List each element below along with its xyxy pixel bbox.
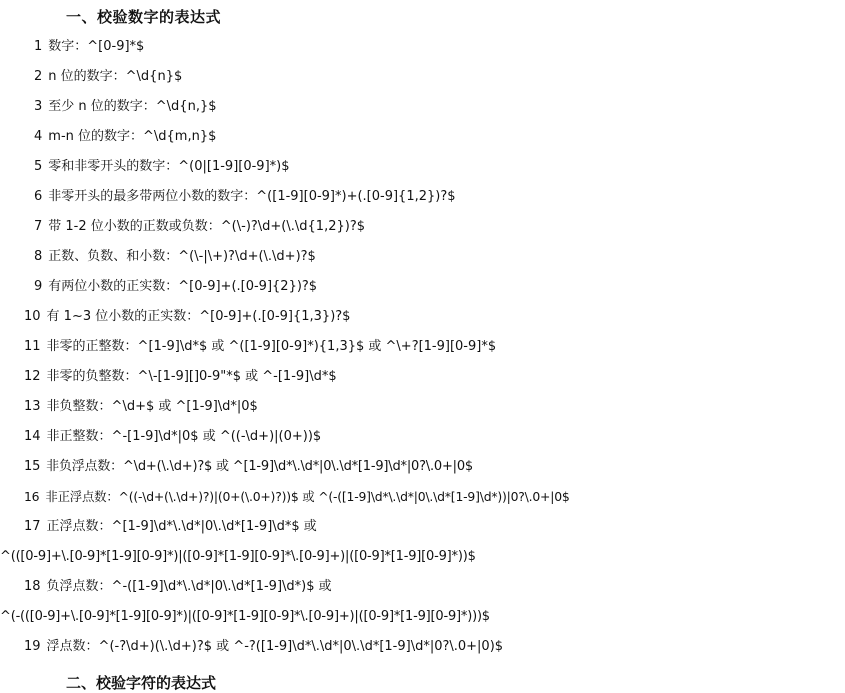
next-section-heading: 二、校验字符的表达式 <box>66 674 217 692</box>
list-item <box>34 278 317 296</box>
item-text: n 位的数字：^\d{n}$ <box>48 69 183 84</box>
item-text: ^(([0-9]+\.[0-9]*[1-9][0-9]*)|([0-9]*[1-9][0-9]*\.[0-9]+)|([0-9]*[1-9][0-9]*))$ <box>0 549 476 564</box>
item-text: 非负浮点数：^\d+(\.\d+)?$ 或 ^[1-9]\d*\.\d*|0\.\d*[1-9]\d*|0?\.0+|0$ <box>46 459 473 474</box>
list-item <box>24 518 317 536</box>
item-number: 16 <box>24 489 40 504</box>
list-item-continuation <box>0 608 490 626</box>
item-text: 非零的正整数：^[1-9]\d*$ 或 ^([1-9][0-9]*){1,3}$ 或 ^\+?[1-9][0-9]*$ <box>46 339 497 354</box>
item-number: 5 <box>34 159 43 174</box>
item-number: 19 <box>24 639 41 654</box>
item-text: 非负整数：^\d+$ 或 ^[1-9]\d*|0$ <box>46 399 258 414</box>
item-number: 6 <box>34 189 43 204</box>
item-text: 非正整数：^-[1-9]\d*|0$ 或 ^((-\d+)|(0+))$ <box>46 429 322 444</box>
list-item <box>24 308 350 326</box>
list-item <box>34 218 365 236</box>
item-number: 8 <box>34 249 43 264</box>
list-item <box>34 158 290 176</box>
item-text: 非零的负整数：^\-[1-9][]0-9"*$ 或 ^-[1-9]\d*$ <box>46 369 337 384</box>
list-item <box>24 428 321 446</box>
item-text: 非正浮点数：^((-\d+(\.\d+)?)|(0+(\.0+)?))$ 或 ^(-([1-9]\d*\.\d*|0\.\d*[1-9]\d*))|0?\.0+|0$ <box>45 489 570 504</box>
item-number: 13 <box>24 399 41 414</box>
list-item <box>24 458 473 476</box>
item-text: 正浮点数：^[1-9]\d*\.\d*|0\.\d*[1-9]\d*$ 或 <box>46 519 317 534</box>
item-number: 7 <box>34 219 43 234</box>
item-number: 10 <box>24 309 41 324</box>
list-item <box>24 398 258 416</box>
item-text: m-n 位的数字：^\d{m,n}$ <box>48 129 217 144</box>
item-number: 4 <box>34 129 43 144</box>
list-item <box>24 638 503 656</box>
item-text: 有 1~3 位小数的正实数：^[0-9]+(.[0-9]{1,3})?$ <box>46 309 351 324</box>
item-text: 正数、负数、和小数：^(\-|\+)?\d+(\.\d+)?$ <box>48 249 316 264</box>
item-number: 12 <box>24 369 41 384</box>
item-text: 零和非零开头的数字：^(0|[1-9][0-9]*)$ <box>48 159 290 174</box>
item-number: 1 <box>34 39 43 54</box>
item-number: 17 <box>24 519 41 534</box>
item-text: 非零开头的最多带两位小数的数字：^([1-9][0-9]*)+(.[0-9]{1,2})?$ <box>48 189 456 204</box>
list-item <box>24 338 496 356</box>
list-item <box>34 68 182 86</box>
item-number: 18 <box>24 579 41 594</box>
section-heading: 一、校验数字的表达式 <box>66 8 222 26</box>
item-text: ^(-(([0-9]+\.[0-9]*[1-9][0-9]*)|([0-9]*[1-9][0-9]*\.[0-9]+)|([0-9]*[1-9][0-9]*)))$ <box>0 609 490 624</box>
list-item <box>34 38 144 56</box>
item-text: 负浮点数：^-([1-9]\d*\.\d*|0\.\d*[1-9]\d*)$ 或 <box>46 579 332 594</box>
item-text: 浮点数：^(-?\d+)(\.\d+)?$ 或 ^-?([1-9]\d*\.\d*|0\.\d*[1-9]\d*|0?\.0+|0)$ <box>46 639 504 654</box>
list-item <box>24 368 337 386</box>
item-text: 数字：^[0-9]*$ <box>48 39 145 54</box>
item-text: 至少 n 位的数字：^\d{n,}$ <box>48 99 217 114</box>
item-number: 9 <box>34 279 43 294</box>
list-item-continuation <box>0 548 476 566</box>
item-number: 2 <box>34 69 43 84</box>
list-item <box>24 488 570 506</box>
list-item <box>34 128 216 146</box>
item-number: 3 <box>34 99 43 114</box>
item-number: 14 <box>24 429 41 444</box>
list-item <box>34 248 316 266</box>
list-item <box>34 188 456 206</box>
list-item <box>24 578 332 596</box>
list-item <box>34 98 217 116</box>
item-text: 有两位小数的正实数：^[0-9]+(.[0-9]{2})?$ <box>48 279 318 294</box>
item-text: 带 1-2 位小数的正数或负数：^(\-)?\d+(\.\d{1,2})?$ <box>48 219 365 234</box>
item-number: 15 <box>24 459 41 474</box>
item-number: 11 <box>24 339 41 354</box>
